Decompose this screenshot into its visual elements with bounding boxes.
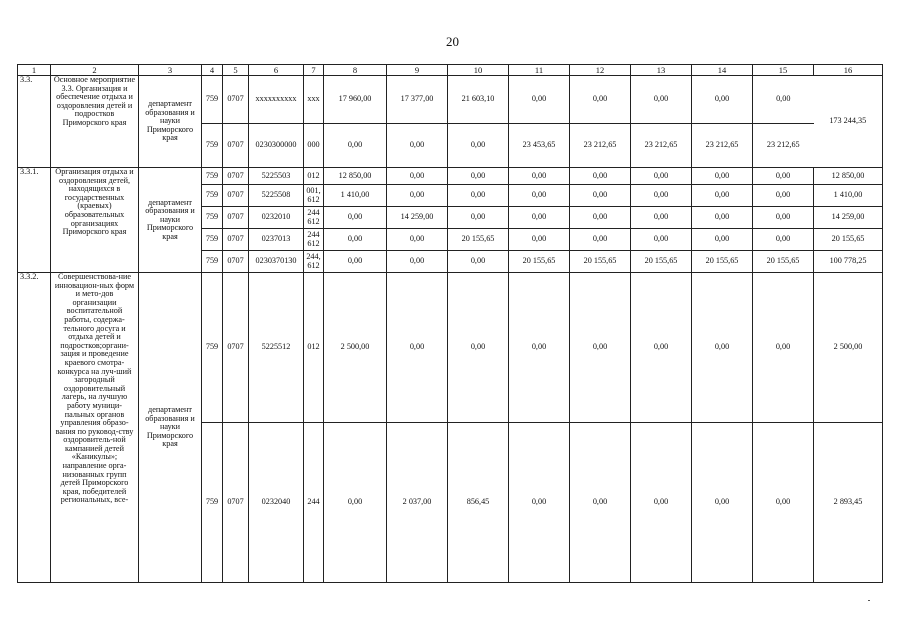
table-cell: 0,00	[509, 207, 570, 229]
table-cell: 0,00	[692, 273, 753, 423]
column-header: 8	[324, 65, 387, 76]
column-header: 15	[753, 65, 814, 76]
program-funding-table	[17, 64, 883, 583]
table-row	[18, 273, 883, 423]
table-cell: 0,00	[324, 124, 387, 168]
table-cell: 0,00	[448, 273, 509, 423]
table-cell: 17 960,00	[324, 76, 387, 124]
table-row	[18, 65, 883, 76]
column-header: 9	[387, 65, 448, 76]
table-cell: 0707	[223, 273, 249, 423]
table-cell: 0,00	[570, 168, 631, 185]
column-header: 3	[139, 65, 202, 76]
table-cell: 0,00	[631, 229, 692, 251]
table-cell: 0707	[223, 185, 249, 207]
table-cell: 0,00	[448, 251, 509, 273]
table-cell: 0,00	[631, 168, 692, 185]
table-cell: 0,00	[448, 124, 509, 168]
table-cell: 20 155,65	[570, 251, 631, 273]
table-cell: 0,00	[753, 76, 814, 124]
table-cell: 0,00	[387, 185, 448, 207]
table-cell: 17 377,00	[387, 76, 448, 124]
table-cell: 0232010	[249, 207, 304, 229]
table-cell: 0,00	[753, 229, 814, 251]
table-cell: 0230370130	[249, 251, 304, 273]
table-cell: 0,00	[509, 76, 570, 124]
table-cell: 5225503	[249, 168, 304, 185]
column-header: 10	[448, 65, 509, 76]
row-number: 3.3.1.	[18, 168, 51, 273]
table-cell: 759	[202, 76, 223, 124]
table-cell: 2 500,00	[324, 273, 387, 423]
table-cell: 23 212,65	[692, 124, 753, 168]
table-cell: 0,00	[631, 76, 692, 124]
row-number: 3.3.2.	[18, 273, 51, 583]
column-header: 5	[223, 65, 249, 76]
table-cell: 20 155,65	[753, 251, 814, 273]
table-cell: 0232040	[249, 423, 304, 583]
executor: департамент образования и науки Приморского края	[139, 168, 202, 273]
table-cell: 0,00	[570, 207, 631, 229]
table-cell: 0,00	[692, 423, 753, 583]
table-cell: 0,00	[448, 168, 509, 185]
executor: департамент образования и науки Приморского края	[139, 273, 202, 583]
table-cell: 0,00	[509, 185, 570, 207]
table-cell: 759	[202, 185, 223, 207]
table-cell: 244	[304, 423, 324, 583]
table-cell: 0707	[223, 251, 249, 273]
column-header: 11	[509, 65, 570, 76]
table-cell: 0237013	[249, 229, 304, 251]
table-cell: 20 155,65	[692, 251, 753, 273]
row-number: 3.3.	[18, 76, 51, 168]
table-cell: 1 410,00	[814, 185, 883, 207]
table-cell: 244 612	[304, 207, 324, 229]
table-cell: 0,00	[631, 273, 692, 423]
table-cell: 0,00	[753, 423, 814, 583]
page-number: 20	[446, 34, 459, 49]
table-row	[18, 168, 883, 185]
table-cell: 856,45	[448, 423, 509, 583]
table-cell: 23 212,65	[570, 124, 631, 168]
table-cell: 000	[304, 124, 324, 168]
table-cell: 0,00	[509, 273, 570, 423]
table-cell: 012	[304, 273, 324, 423]
table-cell: 2 500,00	[814, 273, 883, 423]
table-cell: 0,00	[387, 168, 448, 185]
table-cell: xxxxxxxxxx	[249, 76, 304, 124]
table-cell: 23 212,65	[631, 124, 692, 168]
table-cell: 0707	[223, 168, 249, 185]
table-cell: 0,00	[570, 229, 631, 251]
table-cell: 0707	[223, 124, 249, 168]
table-cell: 0,00	[753, 185, 814, 207]
table-cell: 14 259,00	[387, 207, 448, 229]
table-cell: 759	[202, 273, 223, 423]
column-header: 1	[18, 65, 51, 76]
table-cell: 0707	[223, 423, 249, 583]
table-cell: 20 155,65	[448, 229, 509, 251]
column-header: 4	[202, 65, 223, 76]
table-cell: 5225508	[249, 185, 304, 207]
table-cell: xxx	[304, 76, 324, 124]
table-cell: 0,00	[692, 185, 753, 207]
activity-name: Основное мероприятие 3.3. Организация и обеспечение отдыха и оздоровления детей и подростков Приморского края	[51, 76, 139, 168]
table-cell: 759	[202, 423, 223, 583]
table-cell: 21 603,10	[448, 76, 509, 124]
executor: департамент образования и науки Приморского края	[139, 76, 202, 168]
table-cell: 0,00	[631, 185, 692, 207]
table-cell: 23 212,65	[753, 124, 814, 168]
table-cell: 0,00	[387, 273, 448, 423]
column-header: 12	[570, 65, 631, 76]
table-cell: 14 259,00	[814, 207, 883, 229]
table-cell: 2 037,00	[387, 423, 448, 583]
table-cell: 0,00	[324, 423, 387, 583]
table-cell: 759	[202, 124, 223, 168]
table-cell: 244, 612	[304, 251, 324, 273]
table-cell: 0,00	[448, 185, 509, 207]
table-cell: 0707	[223, 76, 249, 124]
table-cell: 0,00	[692, 168, 753, 185]
table-cell: 001, 612	[304, 185, 324, 207]
table-cell: 0,00	[570, 76, 631, 124]
table-cell: 20 155,65	[509, 251, 570, 273]
table-cell: 0,00	[570, 185, 631, 207]
table-cell: 0230300000	[249, 124, 304, 168]
table-cell: 23 453,65	[509, 124, 570, 168]
table-cell: 0,00	[324, 251, 387, 273]
table-cell: 759	[202, 229, 223, 251]
table-cell: 0,00	[509, 168, 570, 185]
column-header: 16	[814, 65, 883, 76]
table-cell: 759	[202, 251, 223, 273]
table-cell: 0,00	[753, 273, 814, 423]
table-cell: 0,00	[692, 207, 753, 229]
activity-name: Совершенствова-ние инновацион-ных форм и мето-дов организации воспитательной работы, содержа-тельного досуга и отдыха детей и подростков;органи-зация и проведение краевого смотра-конкурса на луч-ший загородный оздоровительный лагерь, на лучшую работу муници-пальных органов управления образо-вания по руковод-ству оздоровитель-ной кампанией детей «Каникулы»; направление орга-низованных групп детей Приморского края, победителей региональных, все-	[51, 273, 139, 583]
column-header: 14	[692, 65, 753, 76]
table-cell: 0,00	[387, 229, 448, 251]
table-cell: 0707	[223, 207, 249, 229]
column-header: 13	[631, 65, 692, 76]
table-cell: 0,00	[509, 423, 570, 583]
table-cell: 2 893,45	[814, 423, 883, 583]
column-header: 6	[249, 65, 304, 76]
table-cell: 1 410,00	[324, 185, 387, 207]
table-cell: 0,00	[509, 229, 570, 251]
table-cell: 0,00	[692, 76, 753, 124]
table-cell: 244 612	[304, 229, 324, 251]
table-cell: 0,00	[324, 229, 387, 251]
table-cell: 0,00	[692, 229, 753, 251]
scan-speck	[868, 600, 870, 601]
table-cell: 0,00	[387, 124, 448, 168]
table-cell: 0,00	[631, 423, 692, 583]
activity-name: Организация отдыха и оздоровления детей, находящихся в государственных (краевых) образовательных организациях Приморского края	[51, 168, 139, 273]
table-cell: 759	[202, 207, 223, 229]
table-cell: 0,00	[324, 207, 387, 229]
table-cell: 0,00	[570, 423, 631, 583]
table-cell: 759	[202, 168, 223, 185]
table-cell: 100 778,25	[814, 251, 883, 273]
column-header: 7	[304, 65, 324, 76]
table-cell: 12 850,00	[324, 168, 387, 185]
table-cell: 5225512	[249, 273, 304, 423]
table-cell: 0,00	[387, 251, 448, 273]
table-cell: 0707	[223, 229, 249, 251]
table-cell: 012	[304, 168, 324, 185]
table-cell: 20 155,65	[814, 229, 883, 251]
table-cell: 20 155,65	[631, 251, 692, 273]
table-cell: 0,00	[448, 207, 509, 229]
table-cell: 12 850,00	[814, 168, 883, 185]
table-row	[18, 76, 883, 124]
table-cell: 0,00	[753, 207, 814, 229]
table-cell: 0,00	[753, 168, 814, 185]
table-cell: 0,00	[631, 207, 692, 229]
table-cell: 0,00	[570, 273, 631, 423]
row-total: 173 244,35	[814, 76, 883, 168]
column-header: 2	[51, 65, 139, 76]
